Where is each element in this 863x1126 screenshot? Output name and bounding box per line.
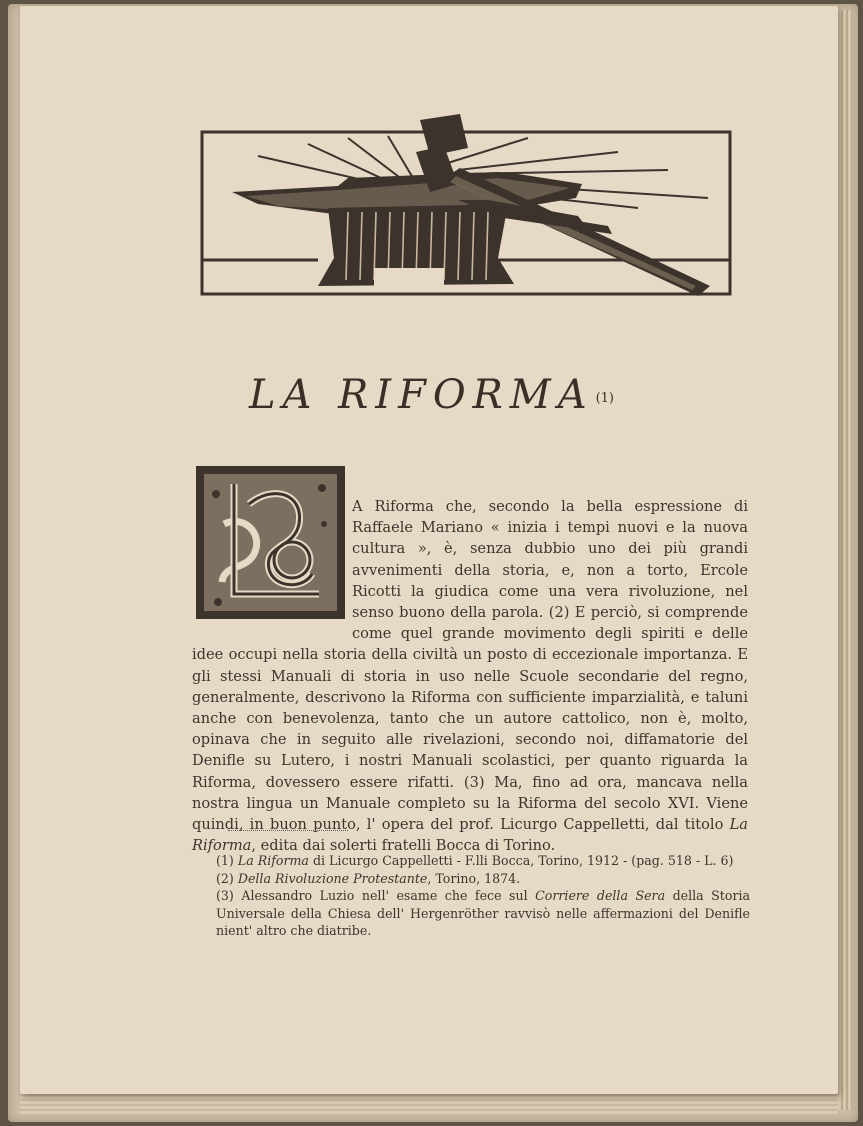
footnote-1	[216, 852, 750, 870]
footnote-2	[216, 870, 750, 888]
footnote-3-newspaper: Corriere della Sera	[535, 888, 666, 904]
article-paragraph-end: , edita dai solerti fratelli Bocca di Torino.	[251, 837, 556, 855]
footnote-2-text: , Torino, 1874.	[427, 870, 521, 886]
footnote-3-text-end: della Storia Universale della Chiesa dell' Hergenröther ravvisò nelle affermazioni del Denifle nient' altro che diatribe.	[216, 888, 751, 939]
dropcap-spacer	[192, 496, 352, 628]
title-block	[0, 372, 863, 418]
anvil-hammer-woodcut-icon	[198, 108, 734, 300]
footnote-1-title: La Riforma	[237, 853, 309, 868]
page-edge-right	[838, 10, 852, 1110]
footnote-1-number: (1)	[216, 853, 238, 868]
article-book-title: La Riforma	[192, 816, 748, 855]
footnotes	[216, 852, 750, 940]
footnote-separator	[228, 830, 348, 831]
article-body	[192, 496, 748, 856]
footnote-2-number: (2)	[216, 870, 238, 886]
footnote-3	[216, 887, 750, 940]
article-paragraph-text: A Riforma che, secondo la bella espressione di Raffaele Mariano « inizia i tempi nuovi e la nuova cultura », è, senza dubbio uno dei più grandi avvenimenti della storia, e, non a torto, Ercole Ricotti la giudica come una vera rivoluzione, nel senso buono della parola. (2) E perciò, si comprende come quel grande movimento degli spiriti e delle idee occupi nella storia della civiltà un posto di eccezionale importanza. E gli stessi Manuali di storia in uso nelle Scuole secondarie del regno, generalmente, descrivono la Riforma con sufficiente imparzialità, e taluni anche con benevolenza, tanto che un autore cattolico, non è, molto, opinava che in seguito alle rivelazioni, secondo noi, diffamatorie del Denifle su Lutero, i nostri Manuali scolastici, per quanto riguarda la Riforma, dovessero essere rifatti. (3) Ma, fino ad ora, mancava nella nostra lingua un Manuale completo su la Riforma del secolo XVI. Viene quindi, in buon punto, l' opera del prof. Licurgo Cappelletti, dal titolo	[192, 498, 748, 834]
page-title: LA RIFORMA	[248, 372, 594, 418]
footnote-3-text: (3) Alessandro Luzio nell' esame che fece sul	[216, 888, 536, 904]
title-footnote-marker: (1)	[595, 390, 614, 406]
footnote-1-text: di Licurgo Cappelletti - F.lli Bocca, Torino, 1912 - (pag. 518 - L. 6)	[308, 853, 734, 868]
page-edge-bottom	[20, 1096, 838, 1116]
footnote-2-title: Della Rivoluzione Protestante	[237, 870, 428, 886]
